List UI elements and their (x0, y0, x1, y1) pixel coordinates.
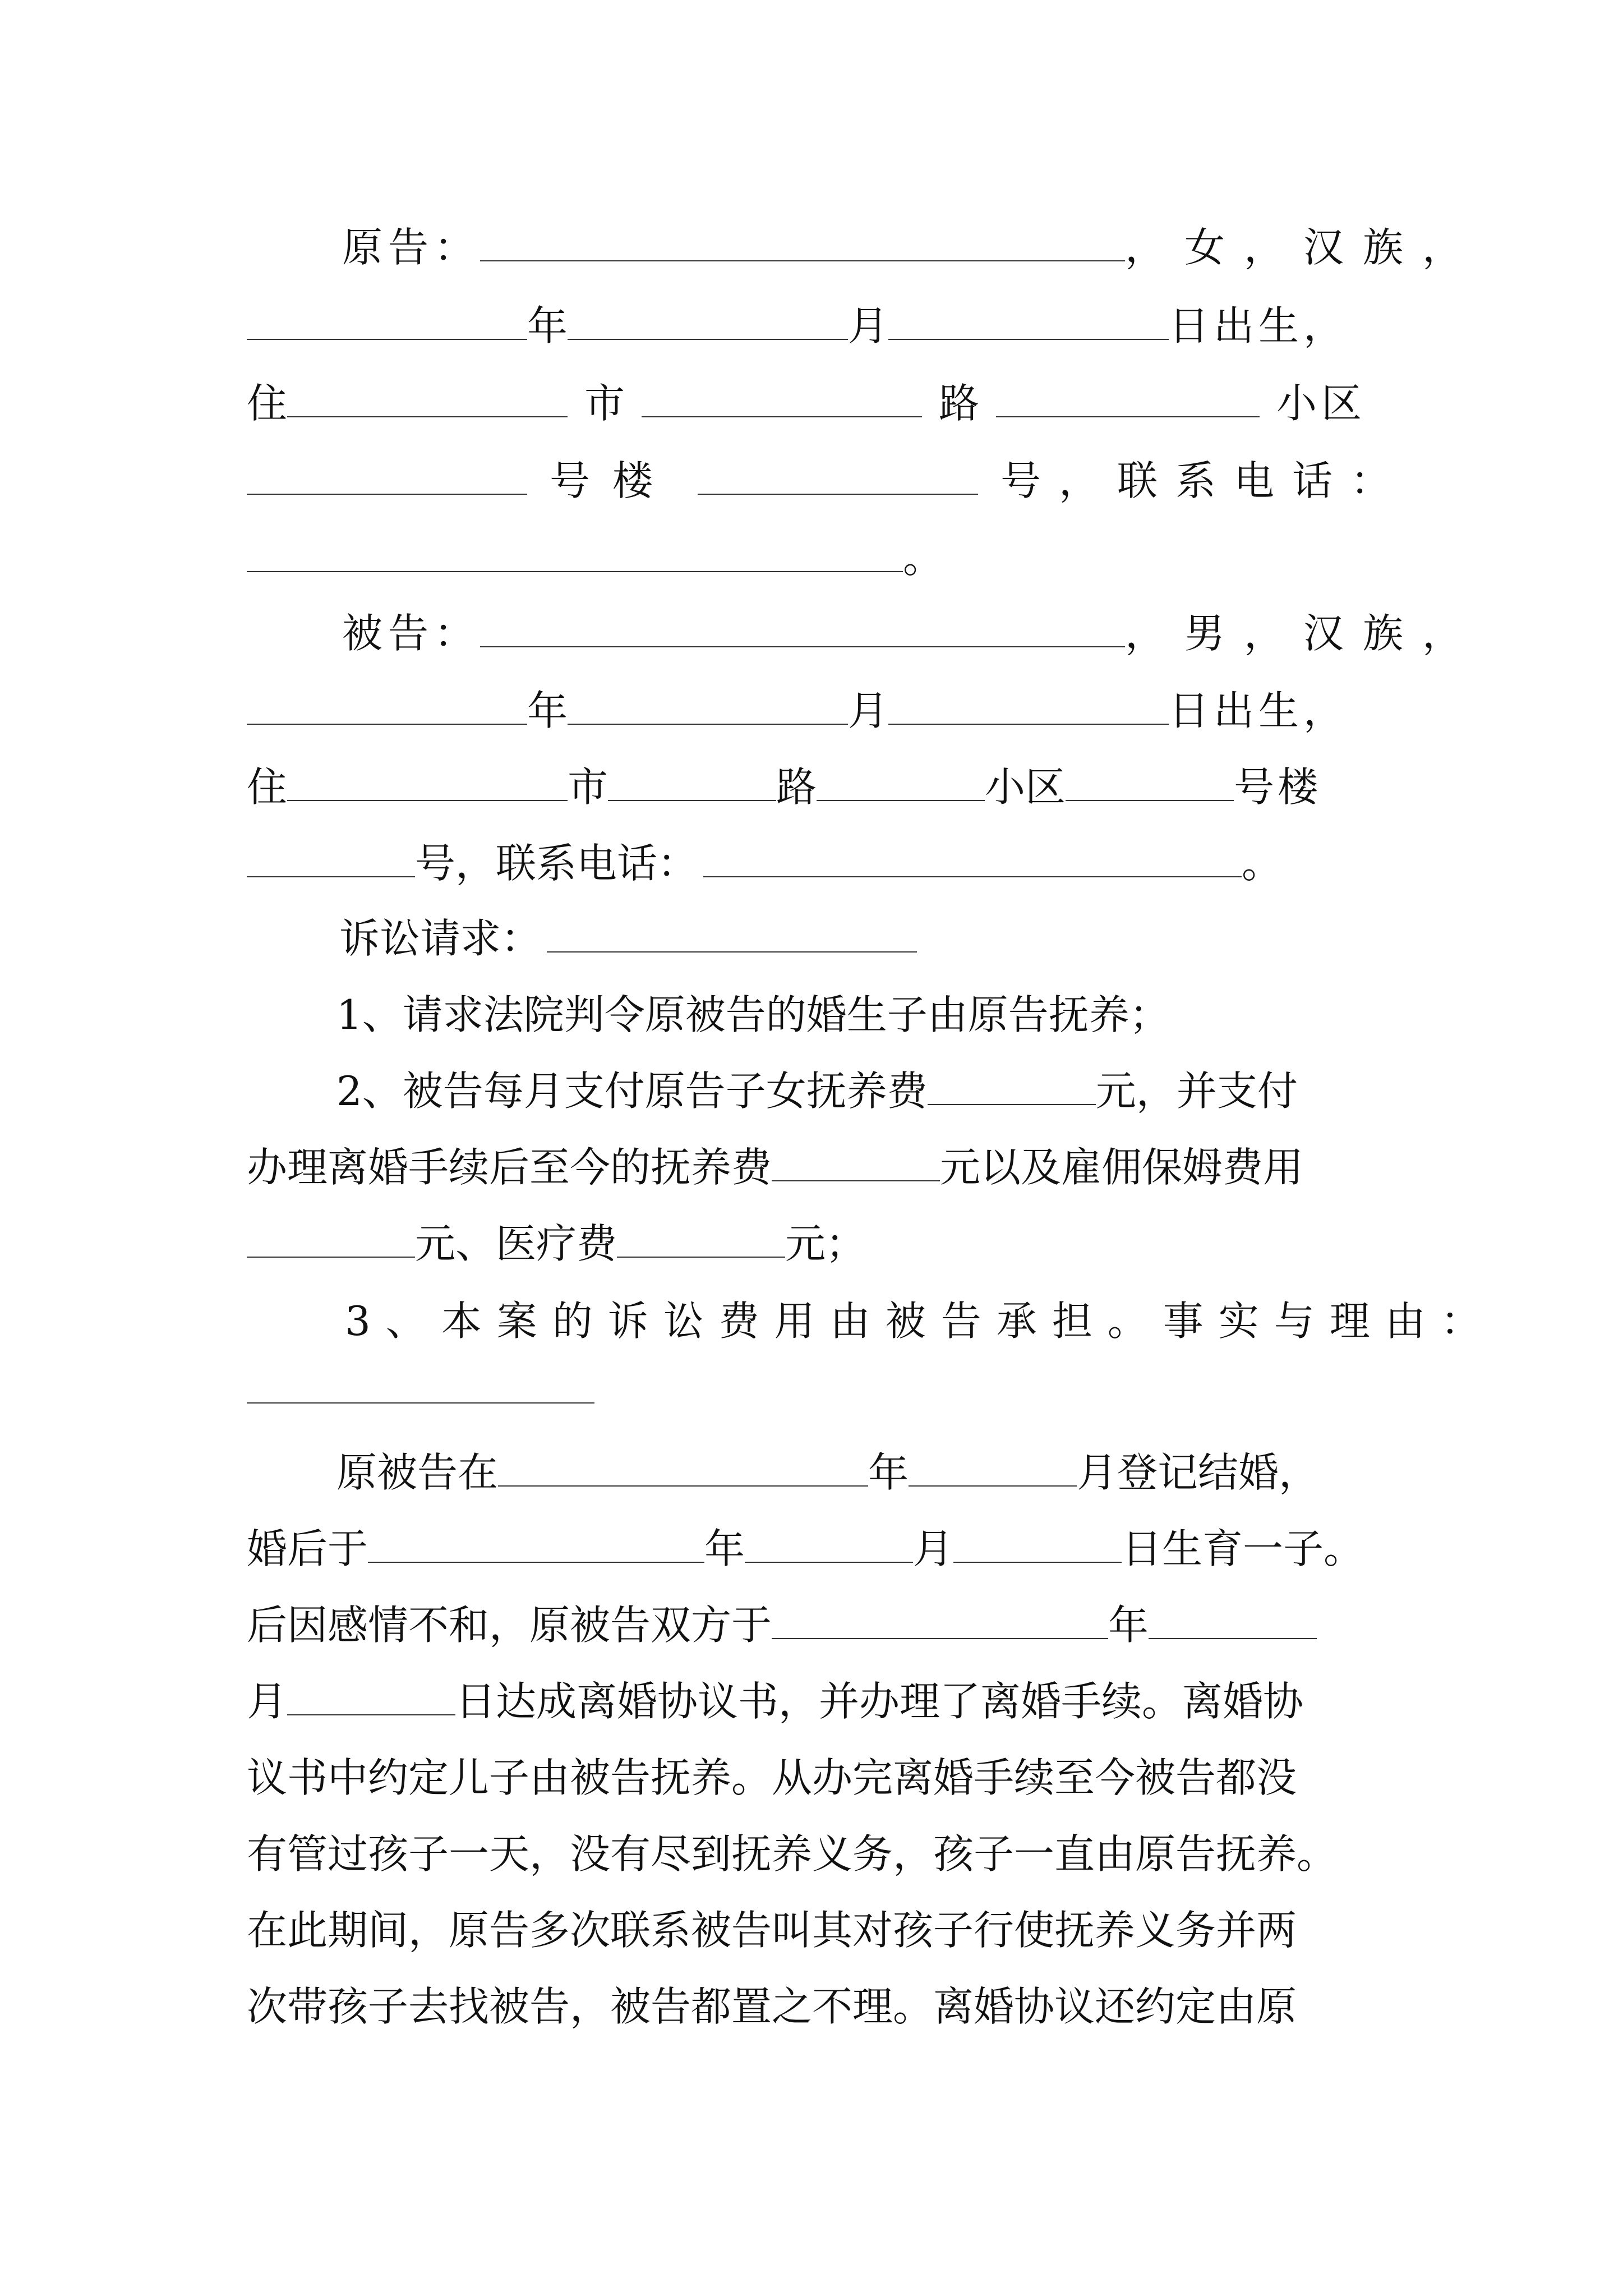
claims-item-2b (247, 1129, 1385, 1206)
facts-line-2 (247, 1510, 1385, 1588)
plaintiff-line-3 (247, 365, 1385, 442)
blank-plaintiff-room (698, 461, 978, 495)
facts-p4-text-a: 月 (247, 1678, 288, 1725)
blank-plaintiff-building (247, 461, 527, 495)
blank-defendant-road (608, 767, 776, 801)
plaintiff-live-label: 住 (247, 380, 288, 427)
plaintiff-line-2 (247, 287, 1385, 365)
facts-blank-line (247, 1351, 1385, 1428)
plaintiff-road-label: 路 (939, 380, 980, 427)
blank-plaintiff-community (996, 384, 1260, 417)
plaintiff-room-label: 号，联系电话： (1000, 457, 1409, 504)
defendant-end: 。 (1242, 840, 1283, 887)
blank-plaintiff-phone (247, 539, 903, 572)
blank-claims (547, 919, 917, 953)
facts-line-8 (247, 1968, 1385, 2045)
facts-p1-text-a: 原被告在 (336, 1449, 499, 1496)
plaintiff-year-label: 年 (527, 302, 568, 349)
defendant-road-label: 路 (776, 763, 817, 811)
plaintiff-born-label: 日出生， (1169, 302, 1349, 349)
facts-p1-text-b: 月登记结婚， (1077, 1449, 1320, 1496)
defendant-room-label: 号，联系电话： (415, 840, 698, 887)
facts-p1-year-label: 年 (868, 1449, 909, 1496)
defendant-line-2 (247, 672, 1385, 749)
defendant-line-1 (342, 595, 1482, 672)
claims-item-2c (247, 1205, 1385, 1282)
plaintiff-gender-ethnicity: ，女，汉族， (1125, 224, 1482, 271)
facts-p5-text: 议书中约定儿子由被告抚养。从办完离婚手续至今被告都没 (247, 1754, 1297, 1801)
plaintiff-label: 原告： (342, 224, 481, 271)
facts-p3-text-a: 后因感情不和，原被告双方于 (247, 1602, 772, 1649)
blank-plaintiff-birth-month (568, 306, 848, 340)
claims-item-1 (336, 976, 1475, 1053)
facts-line-5 (247, 1739, 1385, 1816)
defendant-gender-ethnicity: ，男，汉族， (1125, 610, 1482, 657)
defendant-community-label: 小区 (985, 763, 1066, 811)
plaintiff-community-label: 小区 (1276, 380, 1367, 427)
plaintiff-line-1 (342, 209, 1482, 286)
facts-p2-text-a: 婚后于 (247, 1525, 368, 1572)
blank-birth-day (953, 1529, 1122, 1563)
defendant-year-label: 年 (527, 687, 568, 734)
claims-item3-text: 3、本案的诉讼费用由被告承担。事实与理由： (345, 1297, 1496, 1345)
facts-p7-text: 在此期间，原告多次联系被告叫其对孩子行使抚养义务并两 (247, 1907, 1297, 1954)
defendant-born-label: 日出生， (1169, 687, 1349, 734)
defendant-city-label: 市 (568, 763, 608, 811)
blank-monthly-support (928, 1071, 1096, 1105)
plaintiff-building-label: 号楼 (550, 457, 676, 504)
blank-plaintiff-birth-year (247, 306, 527, 340)
blank-support-since-divorce (772, 1148, 940, 1181)
blank-defendant-name (480, 614, 1125, 647)
blank-birth-year (368, 1529, 704, 1563)
facts-line-7 (247, 1892, 1385, 1969)
blank-birth-month (745, 1529, 913, 1563)
blank-defendant-phone (703, 844, 1242, 877)
blank-defendant-birth-year (247, 691, 527, 725)
facts-line-3 (247, 1586, 1385, 1664)
facts-p6-text: 有管过孩子一天，没有尽到抚养义务，孩子一直由原告抚养。 (247, 1830, 1338, 1878)
blank-divorce-year (772, 1605, 1108, 1639)
defendant-building-label: 号楼 (1234, 763, 1322, 811)
blank-plaintiff-road (642, 384, 922, 417)
blank-defendant-city (287, 767, 568, 801)
facts-p4-text-b: 日达成离婚协议书，并办理了离婚手续。离婚协 (455, 1678, 1304, 1725)
defendant-month-label: 月 (848, 687, 889, 734)
facts-line-1 (336, 1434, 1475, 1511)
facts-p2-month-label: 月 (913, 1525, 954, 1572)
facts-p8-text: 次带孩子去找被告，被告都置之不理。离婚协议还约定由原 (247, 1983, 1297, 2030)
claims-item2-text-f: 元； (785, 1220, 866, 1267)
blank-marriage-year (498, 1453, 868, 1487)
claims-item2-text-e: 元、医疗费 (415, 1220, 617, 1267)
defendant-line-4 (247, 825, 1385, 902)
claims-item-2a (336, 1052, 1475, 1130)
blank-facts-reasons (247, 1370, 594, 1404)
plaintiff-line-4 (247, 442, 1409, 519)
facts-p2-year-label: 年 (704, 1525, 745, 1572)
claims-item-3 (345, 1282, 1496, 1360)
defendant-line-3 (247, 748, 1385, 826)
facts-p2-text-b: 日生育一子。 (1122, 1525, 1364, 1572)
facts-line-6 (247, 1815, 1385, 1893)
blank-divorce-month (1149, 1605, 1317, 1639)
blank-plaintiff-city (287, 384, 568, 417)
claims-label-line (339, 900, 1478, 977)
plaintiff-line-5 (247, 519, 1385, 597)
facts-line-4 (247, 1663, 1385, 1740)
blank-plaintiff-birth-day (888, 306, 1169, 340)
blank-nanny-fee (247, 1224, 415, 1258)
blank-defendant-birth-day (888, 691, 1169, 725)
claims-item2-text-c: 办理离婚手续后至今的抚养费 (247, 1144, 772, 1191)
blank-divorce-day (287, 1682, 455, 1715)
claims-item2-text-b: 元，并支付 (1095, 1068, 1298, 1115)
claims-label: 诉讼请求： (339, 915, 542, 962)
blank-marriage-month (909, 1453, 1077, 1487)
blank-defendant-community (817, 767, 985, 801)
plaintiff-end: 。 (903, 535, 944, 582)
facts-p3-year-label: 年 (1108, 1602, 1149, 1649)
blank-defendant-room (247, 844, 415, 877)
blank-defendant-building (1066, 767, 1234, 801)
claims-item2-text-d: 元以及雇佣保姆费用 (940, 1144, 1304, 1191)
blank-plaintiff-name (480, 228, 1125, 261)
plaintiff-month-label: 月 (848, 302, 889, 349)
plaintiff-city-label: 市 (584, 380, 625, 427)
claims-item2-text-a: 2、被告每月支付原告子女抚养费 (336, 1068, 928, 1115)
blank-defendant-birth-month (568, 691, 848, 725)
defendant-label: 被告： (342, 610, 481, 657)
defendant-live-label: 住 (247, 763, 288, 811)
blank-medical-fee (617, 1224, 785, 1258)
claims-item1-text: 1、请求法院判令原被告的婚生子由原告抚养； (336, 991, 1170, 1038)
